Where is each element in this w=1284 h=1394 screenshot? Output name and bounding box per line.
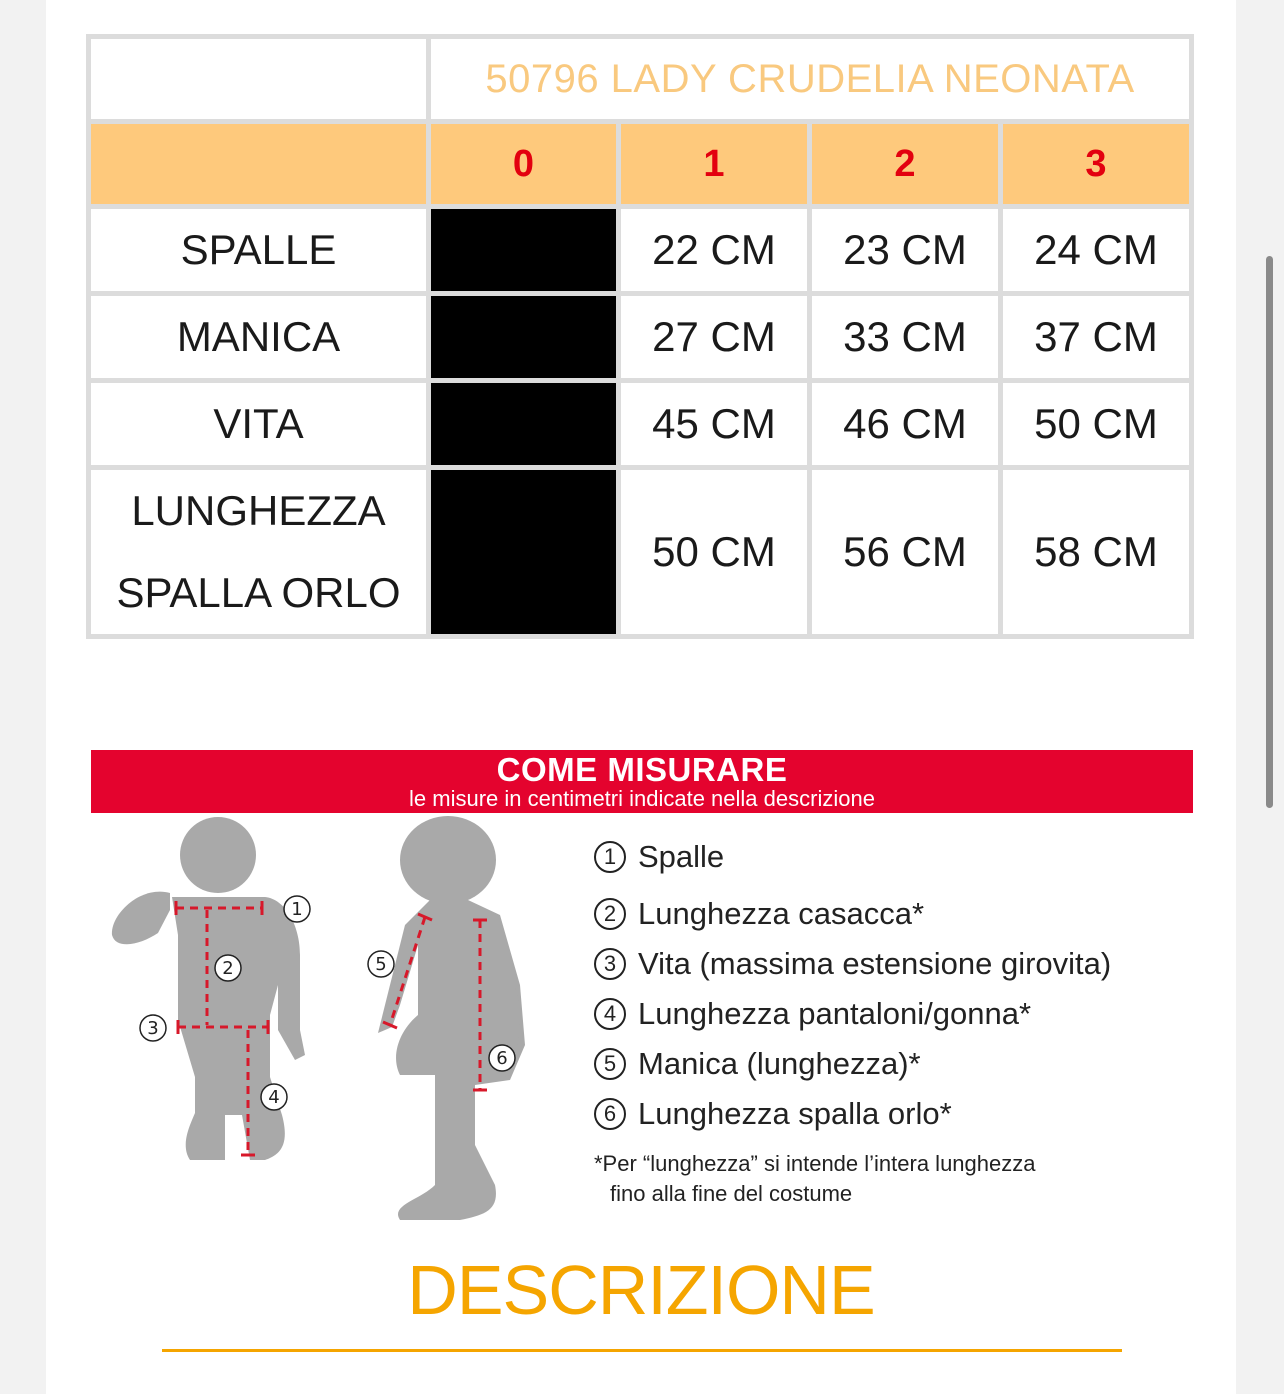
table-row (91, 470, 1189, 634)
measurement-figures (100, 815, 560, 1235)
number-icon: 3 (594, 948, 626, 980)
number-icon: 2 (594, 898, 626, 930)
number-icon: 1 (594, 841, 626, 873)
measurement-legend (594, 832, 1194, 1209)
mark-1: 1 (291, 899, 303, 920)
value-cell: 23 CM (812, 209, 998, 291)
value-cell: 37 CM (1003, 296, 1189, 378)
row-label: MANICA (91, 296, 426, 378)
number-icon: 4 (594, 998, 626, 1030)
size-header-3: 3 (1003, 124, 1189, 204)
value-cell: 50 CM (1003, 383, 1189, 465)
legend-item (594, 1089, 1194, 1139)
row-label-line: SPALLA ORLO (116, 569, 401, 616)
value-cell: 22 CM (621, 209, 807, 291)
mark-2: 2 (222, 958, 234, 979)
size-header-0: 0 (431, 124, 616, 204)
row-label: VITA (91, 383, 426, 465)
unavailable-cell (431, 470, 616, 634)
unavailable-cell (431, 296, 616, 378)
value-cell: 50 CM (621, 470, 807, 634)
size-header-2: 2 (812, 124, 998, 204)
banner-subtitle: le misure in centimetri indicate nella descrizione (409, 786, 875, 811)
number-icon: 6 (594, 1098, 626, 1130)
value-cell: 45 CM (621, 383, 807, 465)
mark-3: 3 (147, 1018, 159, 1039)
scrollbar[interactable] (1266, 256, 1273, 808)
row-label (91, 470, 426, 634)
section-heading-description: DESCRIZIONE (407, 1251, 875, 1329)
legend-item (594, 889, 1194, 939)
legend-label: Spalle (638, 839, 725, 874)
product-title: 50796 LADY CRUDELIA NEONATA (431, 39, 1189, 119)
table-row (91, 209, 1189, 291)
banner-title: COME MISURARE (496, 751, 788, 788)
legend-label: Vita (massima estensione girovita) (638, 946, 1112, 981)
number-icon: 5 (594, 1048, 626, 1080)
legend-item (594, 939, 1194, 989)
mark-6: 6 (496, 1048, 508, 1069)
unavailable-cell (431, 383, 616, 465)
legend-item (594, 832, 1194, 882)
size-header-1: 1 (621, 124, 807, 204)
note-line: fino alla fine del costume (610, 1181, 853, 1206)
note-line: *Per “lunghezza” si intende l’intera lunghezza (594, 1151, 1036, 1176)
size-chart-table (86, 34, 1194, 639)
legend-label: Manica (lunghezza)* (638, 1046, 921, 1081)
corner-cell (91, 39, 426, 119)
mark-5: 5 (375, 954, 387, 975)
legend-label: Lunghezza casacca* (638, 896, 925, 931)
unavailable-cell (431, 209, 616, 291)
legend-item (594, 989, 1194, 1039)
section-divider (162, 1349, 1122, 1352)
legend-label: Lunghezza spalla orlo* (638, 1096, 952, 1131)
child-silhouettes-icon (100, 815, 560, 1235)
value-cell: 58 CM (1003, 470, 1189, 634)
row-label-line: LUNGHEZZA (131, 487, 386, 534)
table-row (91, 296, 1189, 378)
value-cell: 46 CM (812, 383, 998, 465)
mark-4: 4 (268, 1087, 280, 1108)
value-cell: 24 CM (1003, 209, 1189, 291)
value-cell: 33 CM (812, 296, 998, 378)
value-cell: 27 CM (621, 296, 807, 378)
how-to-measure-banner (91, 750, 1193, 813)
row-label: SPALLE (91, 209, 426, 291)
legend-label: Lunghezza pantaloni/gonna* (638, 996, 1032, 1031)
table-row (91, 383, 1189, 465)
size-header-empty (91, 124, 426, 204)
legend-item (594, 1039, 1194, 1089)
length-note (594, 1149, 1194, 1209)
value-cell: 56 CM (812, 470, 998, 634)
